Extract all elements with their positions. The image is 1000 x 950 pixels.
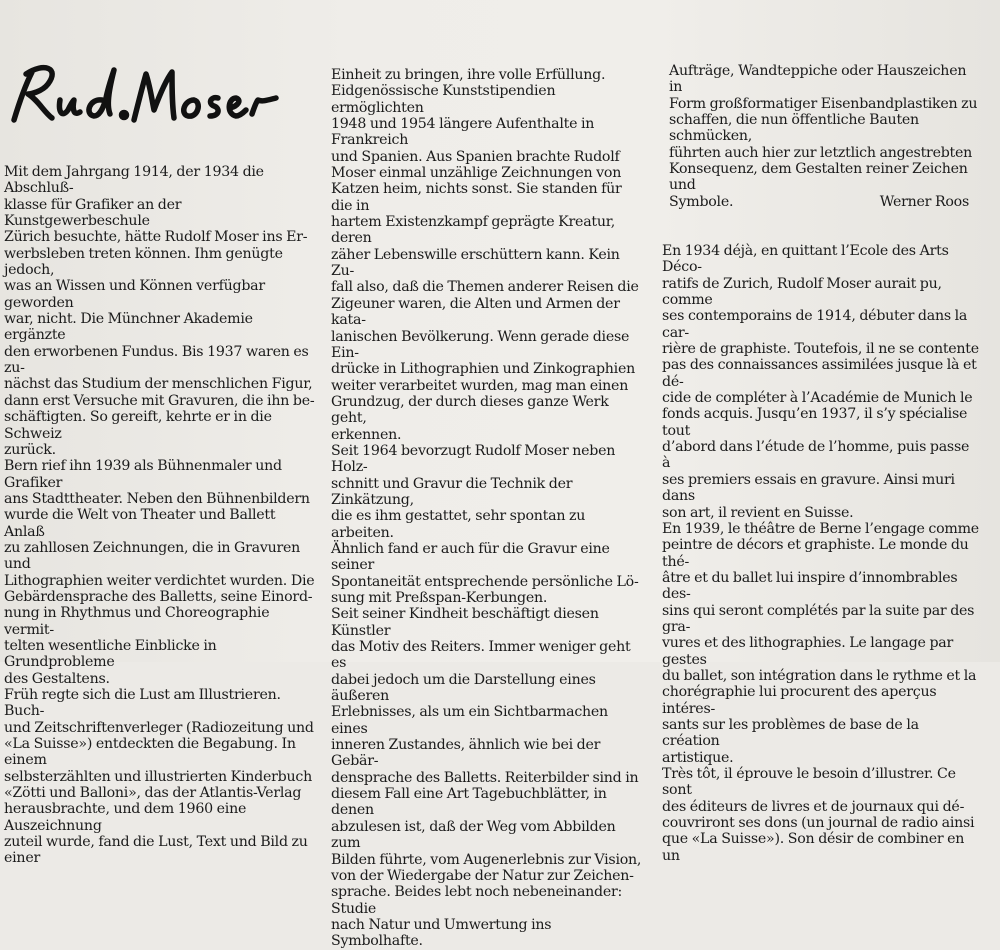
paragraph: Mit dem Jahrgang 1914, der 1934 die Abschluß- klasse für Grafiker an der Kunstgewerbeschule Zürich besuchte, hätte Rudolf Moser ins Er- werbsleben treten können. Ihm genügte jedoch, was an Wissen und Können verfügbar geworden war, nicht. Die Münchner Akademie ergänzte den erworbenen Fundus. Bis 1937 waren es zu- nächst das Studium der menschlichen Figur, dann erst Versuche mit Gravuren, die ihn be- schäftigten. So gereift, kehrte er in die Schweiz zurück.: [4, 164, 315, 458]
signature-graphic: [4, 60, 284, 130]
paragraph: Bern rief ihn 1939 als Bühnenmaler und Grafiker ans Stadttheater. Neben den Bühnenbildern wurde die Welt von Theater und Ballett Anlaß zu zahllosen Zeichnungen, die in Gravuren und Lithographien weiter verdichtet wurden. Die Gebärdensprache des Balletts, seine Einord- nung in Rhythmus und Choreographie vermit- telten wesentliche Einblicke in Grundprobleme des Gestaltens.: [4, 458, 315, 687]
handwritten-signature: [4, 60, 284, 130]
german-text-column-3-ending: [669, 63, 983, 210]
paragraph: Einheit zu bringen, ihre volle Erfüllung. Eidgenössische Kunststipendien ermöglichten 1948 und 1954 längere Aufenthalte in Frankreich und Spanien. Aus Spanien brachte Rudolf Moser einmal unzählige Zeichnungen von Katzen heim, nichts sonst. Sie standen für die in hartem Existenzkampf geprägte Kreatur, deren zäher Lebenswille erschüttern kann. Kein Zu- fall also, daß die Themen anderer Reisen die Zigeuner waren, die Alten und Armen der kata- lanischen Bevölkerung. Wenn gerade diese Ein- drücke in Lithographien und Zinkographien weiter verarbeitet wurden, mag man einen Grundzug, der durch dieses ganze Werk geht, erkennen.: [331, 67, 639, 443]
french-text-column: [662, 243, 980, 864]
paragraph: Aufträge, Wandteppiche oder Hauszeichen in Form großformatiger Eisenbandplastiken zu schaffen, die nun öffentliche Bauten schmücken, führten auch hier zur letztlich angestrebten Konsequenz, dem Gestalten reiner Zeichen und Symbole.: [669, 63, 978, 210]
paragraph: Seit 1964 bevorzugt Rudolf Moser neben Holz- schnitt und Gravur die Technik der Zinkätzung, die es ihm gestattet, sehr spontan zu arbeiten. Ähnlich fand er auch für die Gravur eine seiner Spontaneität entsprechende persönliche Lö- sung mit Preßspan-Kerbungen.: [331, 442, 639, 606]
paragraph: Früh regte sich die Lust am Illustrieren. Buch- und Zeitschriftenverleger (Radiozeitung und «La Suisse») entdeckten die Begabung. In einem selbsterzählten und illustrierten Kinderbuch «Zötti und Balloni», das der Atlantis-Verlag herausbrachte, und dem 1960 eine Auszeichnung zuteil wurde, fand die Lust, Text und Bild zu einer: [4, 687, 314, 867]
author-name: Werner Roos: [879, 194, 969, 211]
paragraph: Très tôt, il éprouve le besoin d’illustrer. Ce sont des éditeurs de livres et de journaux qui dé- couvriront ses dons (un journal de radio ainsi que «La Suisse»). Son désir de combiner en un: [662, 766, 975, 864]
german-text-column-2: [331, 67, 646, 950]
paragraph: En 1934 déjà, en quittant l’Ecole des Arts Déco- ratifs de Zurich, Rudolf Moser aurait pu, comme ses contemporains de 1914, débuter dans la car- rière de graphiste. Toutefois, il ne se contente pas des connaissances assimilées jusque là et dé- cide de compléter à l’Académie de Munich le fonds acquis. Jusqu’en 1937, il s’y spécialise tout d’abord dans l’étude de l’homme, puis passe à ses premiers essais en gravure. Ainsi muri dans son art, il revient en Suisse.: [662, 243, 979, 521]
german-text-column-1: [4, 164, 316, 867]
paragraph: Seit seiner Kindheit beschäftigt diesen Künstler das Motiv des Reiters. Immer weniger geht es dabei jedoch um die Darstellung eines äußeren Erlebnisses, als um ein Sichtbarmachen eines inneren Zustandes, ähnlich wie bei der Gebär- densprache des Balletts. Reiterbilder sind in diesem Fall eine Art Tagebuchblätter, in denen abzulesen ist, daß der Weg vom Abbilden zum Bilden führte, vom Augenerlebnis zur Vision, von der Wiedergabe der Natur zur Zeichen- sprache. Beides lebt noch nebeneinander: Studie nach Natur und Umwertung ins Symbolhafte.: [331, 606, 642, 950]
paragraph: En 1939, le théâtre de Berne l’engage comme peintre de décors et graphiste. Le monde du thé- âtre et du ballet lui inspire d’innombrables des- sins qui seront complétés par la suite par des gra- vures et des lithographies. Le langage par gestes du ballet, son intégration dans le rythme et la chorégraphie lui procurent des aperçus intéres- sants sur les problèmes de base de la création artistique.: [662, 520, 979, 766]
